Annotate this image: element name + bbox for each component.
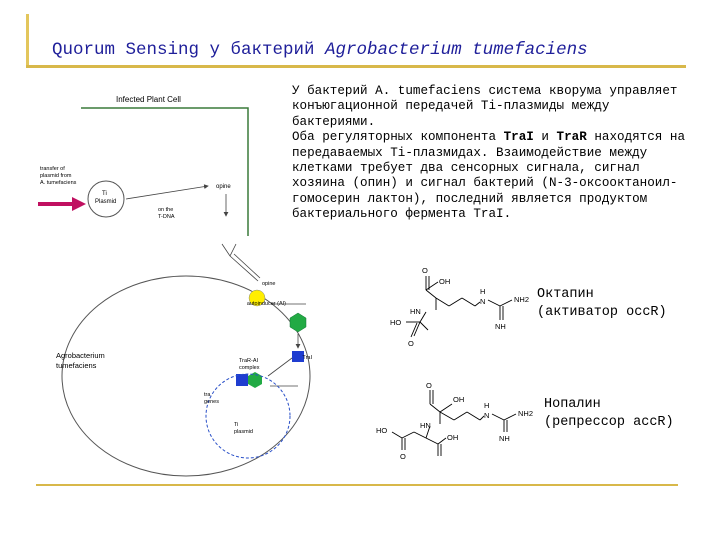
tdna-label-1: on the [158,207,174,213]
nopaline-name: Нопалин [544,397,601,412]
atom-h: H [480,287,486,296]
atom-o2: O [408,339,414,348]
atom-oh1: OH [439,277,451,286]
hexagon-signal-icon [290,313,306,332]
opine-uptake-label: opine [262,281,276,287]
atom-ho: HO [390,318,402,327]
atom-n: N [480,297,486,306]
inner-plasmid-circle [206,374,290,458]
atom-o1: O [422,266,428,275]
trai-term: TraI [503,130,534,145]
atom-n: N [484,411,490,420]
decorative-vertical-bar [26,14,29,66]
opine-uptake-arrow-2 [234,254,260,278]
paragraph-2-part-c: находятся на передаваемых Ti-плазмидах. Взаимодействие между клетками требует два сенсорных сигнала, сигнал хозяина (опин) и сигнал бактерий (N-3-оксооктаноил-гомосерин лактон), последний является продуктом бактериального фермента TraI. [292,130,686,222]
transfer-label-3: A. tumefaciens [40,180,77,186]
atom-oh2: OH [447,433,459,442]
inner-label-3: Ti [234,422,239,428]
nopaline-role: (репрессор accR) [544,415,674,430]
nopaline-caption [544,396,674,432]
atom-ho: HO [376,426,388,435]
octopine-name: Октапин [537,287,594,302]
slide-title [52,40,588,60]
ti-label-1: Ti [102,191,107,197]
paragraph-2 [292,130,690,222]
trar-hexagon-icon [248,372,262,388]
tdna-label-2: T-DNA [158,214,175,220]
octopine-structure [376,264,540,356]
atom-hn: HN [410,307,421,316]
nopaline-structure [374,382,542,464]
autoinducer-label: autoinducer (AI) [246,301,286,307]
bacterium-label-2: tumefaciens [56,361,97,370]
ti-label-2: Plasmid [95,199,117,205]
atom-nh2: NH2 [518,409,534,418]
transfer-label-2: plasmid from [40,173,72,179]
plant-cell-label: Infected Plant Cell [116,95,181,104]
inner-label-1: tra [204,392,211,398]
title-underline [26,65,686,68]
bacterium-label-1: Agrobacterium [56,351,105,360]
inner-label-4: plasmid [234,429,253,435]
octopine-role: (активатор occR) [537,305,667,320]
opine-label: opine [216,184,231,190]
trar-square-icon [236,374,248,386]
atom-oh1: OH [453,395,465,404]
transfer-label-1: transfer of [40,166,65,172]
trar-ai-label-2: complex [239,365,260,371]
atom-nh: NH [495,322,506,331]
title-italic: Agrobacterium tumefaciens [325,40,588,60]
quorum-sensing-diagram [36,86,312,476]
opine-uptake-arrow [230,256,258,281]
atom-nh: NH [499,434,510,443]
atom-o1: O [426,381,432,390]
paragraph-2-part-b: и [533,130,557,145]
atom-o2: O [400,452,406,461]
inner-label-2: genes [204,399,219,405]
trar-ai-label-1: TraR-AI [239,358,259,364]
trai-to-complex-arrow [268,358,292,376]
body-text [292,84,690,223]
trai-label: TraI [302,355,312,361]
atom-h: H [484,401,490,410]
paragraph-2-part-a: Оба регуляторных компонента [292,130,504,145]
opine-synthesis-arrow [126,186,208,199]
paragraph-1: У бактерий A. tumefaciens система кворума управляет конъюгационной передачей Ti-плазмиды между бактериями. [292,84,678,129]
transfer-arrowhead-icon [72,197,86,211]
trar-term: TraR [556,130,587,145]
atom-nh2: NH2 [514,295,530,304]
atom-hn: HN [420,421,431,430]
octopine-caption [537,286,667,322]
title-plain: Quorum Sensing у бактерий [52,40,326,60]
bottom-rule [36,484,678,486]
